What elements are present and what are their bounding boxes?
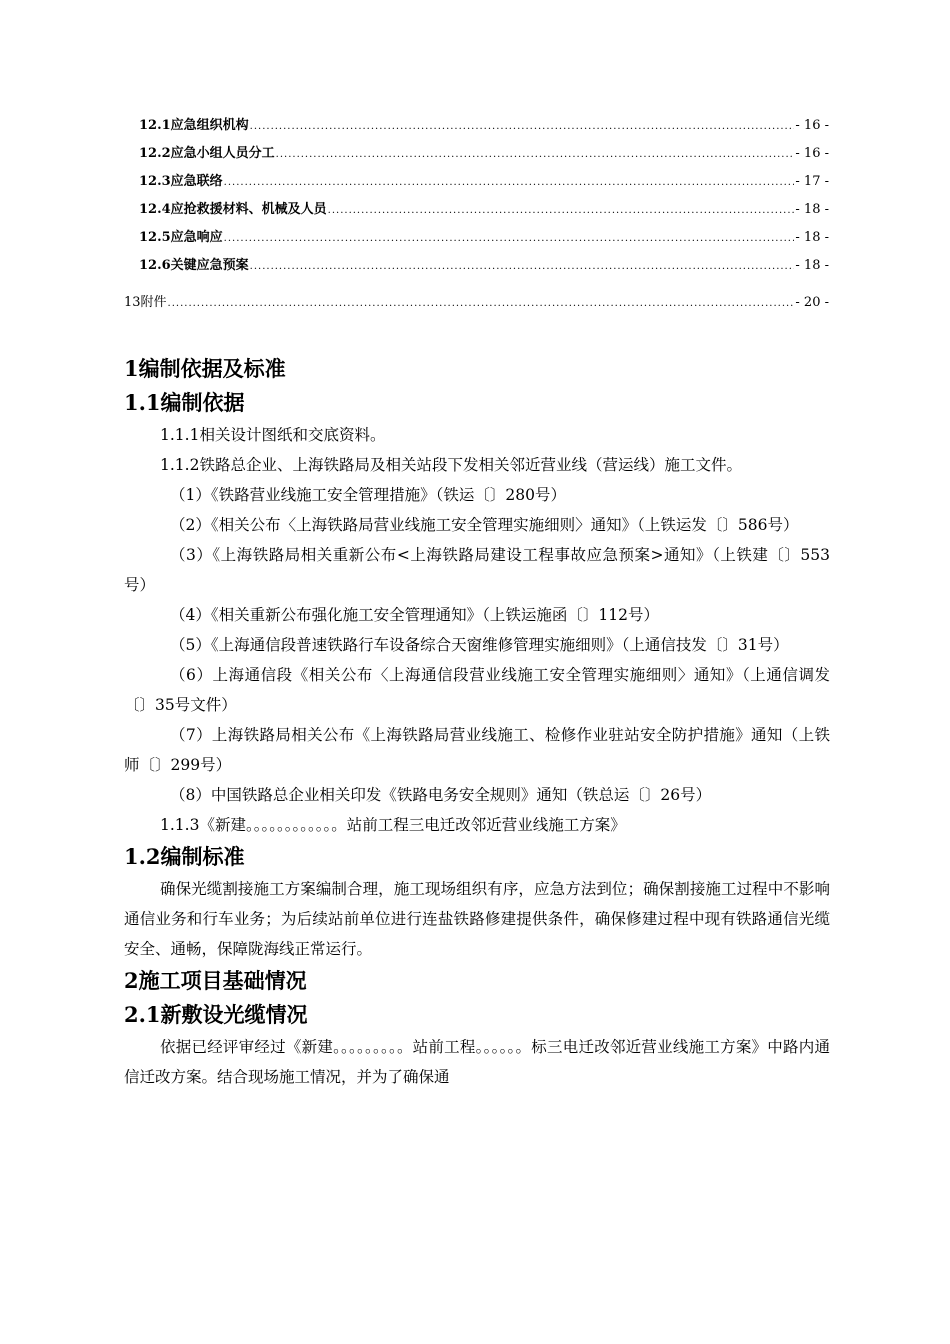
paragraph-2-1: 依据已经评审经过《新建。。。。。。。。。站前工程。。。。。。标三电迁改邻近营业线施工方案》中路内通信迁改方案。结合现场施工情况，并为了确保通 — [124, 1038, 830, 1086]
toc-top-list — [124, 291, 829, 319]
toc-leader — [276, 149, 795, 160]
toc-leader — [328, 205, 795, 216]
toc-entry-page: - 18 - — [795, 202, 829, 217]
toc-entry[interactable] — [139, 226, 829, 254]
toc-entry-page: - 20 - — [795, 295, 829, 310]
paragraph-1-1-2: 1.1.2铁路总企业、上海铁路局及相关站段下发相关邻近营业线（营运线）施工文件。 — [160, 456, 742, 474]
toc-entry-title: 12.4应抢救援材料、机械及人员 — [139, 202, 327, 217]
toc-leader — [224, 177, 795, 188]
toc-entry[interactable] — [139, 142, 829, 170]
toc-entry[interactable] — [139, 198, 829, 226]
section-heading-2-1: 2.1新敷设光缆情况 — [124, 1002, 308, 1027]
toc-entry-page: - 18 - — [795, 230, 829, 245]
toc-entry-title: 12.1应急组织机构 — [139, 118, 249, 133]
section-heading-2: 2施工项目基础情况 — [124, 968, 307, 993]
paragraph-1-2: 确保光缆割接施工方案编制合理，施工现场组织有序，应急方法到位；确保割接施工过程中不影响通信业务和行车业务；为后续站前单位进行连盐铁路修建提供条件，确保修建过程中现有铁路通信光缆安全、通畅，保障陇海线正常运行。 — [124, 880, 830, 958]
list-item: （4）《相关重新公布强化施工安全管理通知》（上铁运施函〔〕112号） — [170, 606, 659, 624]
toc-leader — [250, 261, 795, 272]
toc-sub-list — [139, 114, 829, 282]
toc-entry[interactable] — [139, 254, 829, 282]
toc-entry-page: - 16 - — [795, 146, 829, 161]
toc-leader — [168, 298, 795, 309]
section-heading-1: 1编制依据及标准 — [124, 356, 286, 381]
toc-leader — [250, 121, 795, 132]
list-item: （7）上海铁路局相关公布《上海铁路局营业线施工、检修作业驻站安全防护措施》通知（上铁师〔〕299号） — [124, 726, 830, 774]
paragraph-1-1-3: 1.1.3《新建。。。。。。。。。。。。站前工程三电迁改邻近营业线施工方案》 — [160, 816, 626, 834]
toc-entry-page: - 16 - — [795, 118, 829, 133]
list-item: （2）《相关公布〈上海铁路局营业线施工安全管理实施细则〉通知》（上铁运发〔〕586号） — [170, 516, 799, 534]
toc-entry[interactable] — [139, 170, 829, 198]
toc-entry-title: 12.3应急联络 — [139, 174, 223, 189]
toc-entry-page: - 18 - — [795, 258, 829, 273]
section-heading-1-1: 1.1编制依据 — [124, 390, 245, 415]
list-item: （3）《上海铁路局相关重新公布<上海铁路局建设工程事故应急预案>通知》（上铁建〔〕553号） — [124, 546, 830, 594]
toc-entry[interactable] — [139, 114, 829, 142]
list-item: （5）《上海通信段普速铁路行车设备综合天窗维修管理实施细则》（上通信技发〔〕31号） — [170, 636, 789, 654]
paragraph-1-1-1: 1.1.1相关设计图纸和交底资料。 — [160, 426, 386, 444]
list-item: （6）上海通信段《相关公布〈上海通信段营业线施工安全管理实施细则〉通知》（上通信调发〔〕35号文件） — [124, 666, 830, 714]
toc-entry-title: 12.6关键应急预案 — [139, 258, 249, 273]
toc-leader — [224, 233, 795, 244]
list-item: （1）《铁路营业线施工安全管理措施》（铁运〔〕280号） — [170, 486, 566, 504]
toc-entry-title: 13附件 — [124, 295, 167, 310]
toc-entry-title: 12.2应急小组人员分工 — [139, 146, 275, 161]
list-item: （8）中国铁路总企业相关印发《铁路电务安全规则》通知（铁总运〔〕26号） — [170, 786, 712, 804]
toc-entry-top[interactable] — [124, 291, 829, 319]
document-body — [124, 352, 830, 1092]
toc-entry-title: 12.5应急响应 — [139, 230, 223, 245]
section-heading-1-2: 1.2编制标准 — [124, 844, 245, 869]
toc-entry-page: - 17 - — [795, 174, 829, 189]
